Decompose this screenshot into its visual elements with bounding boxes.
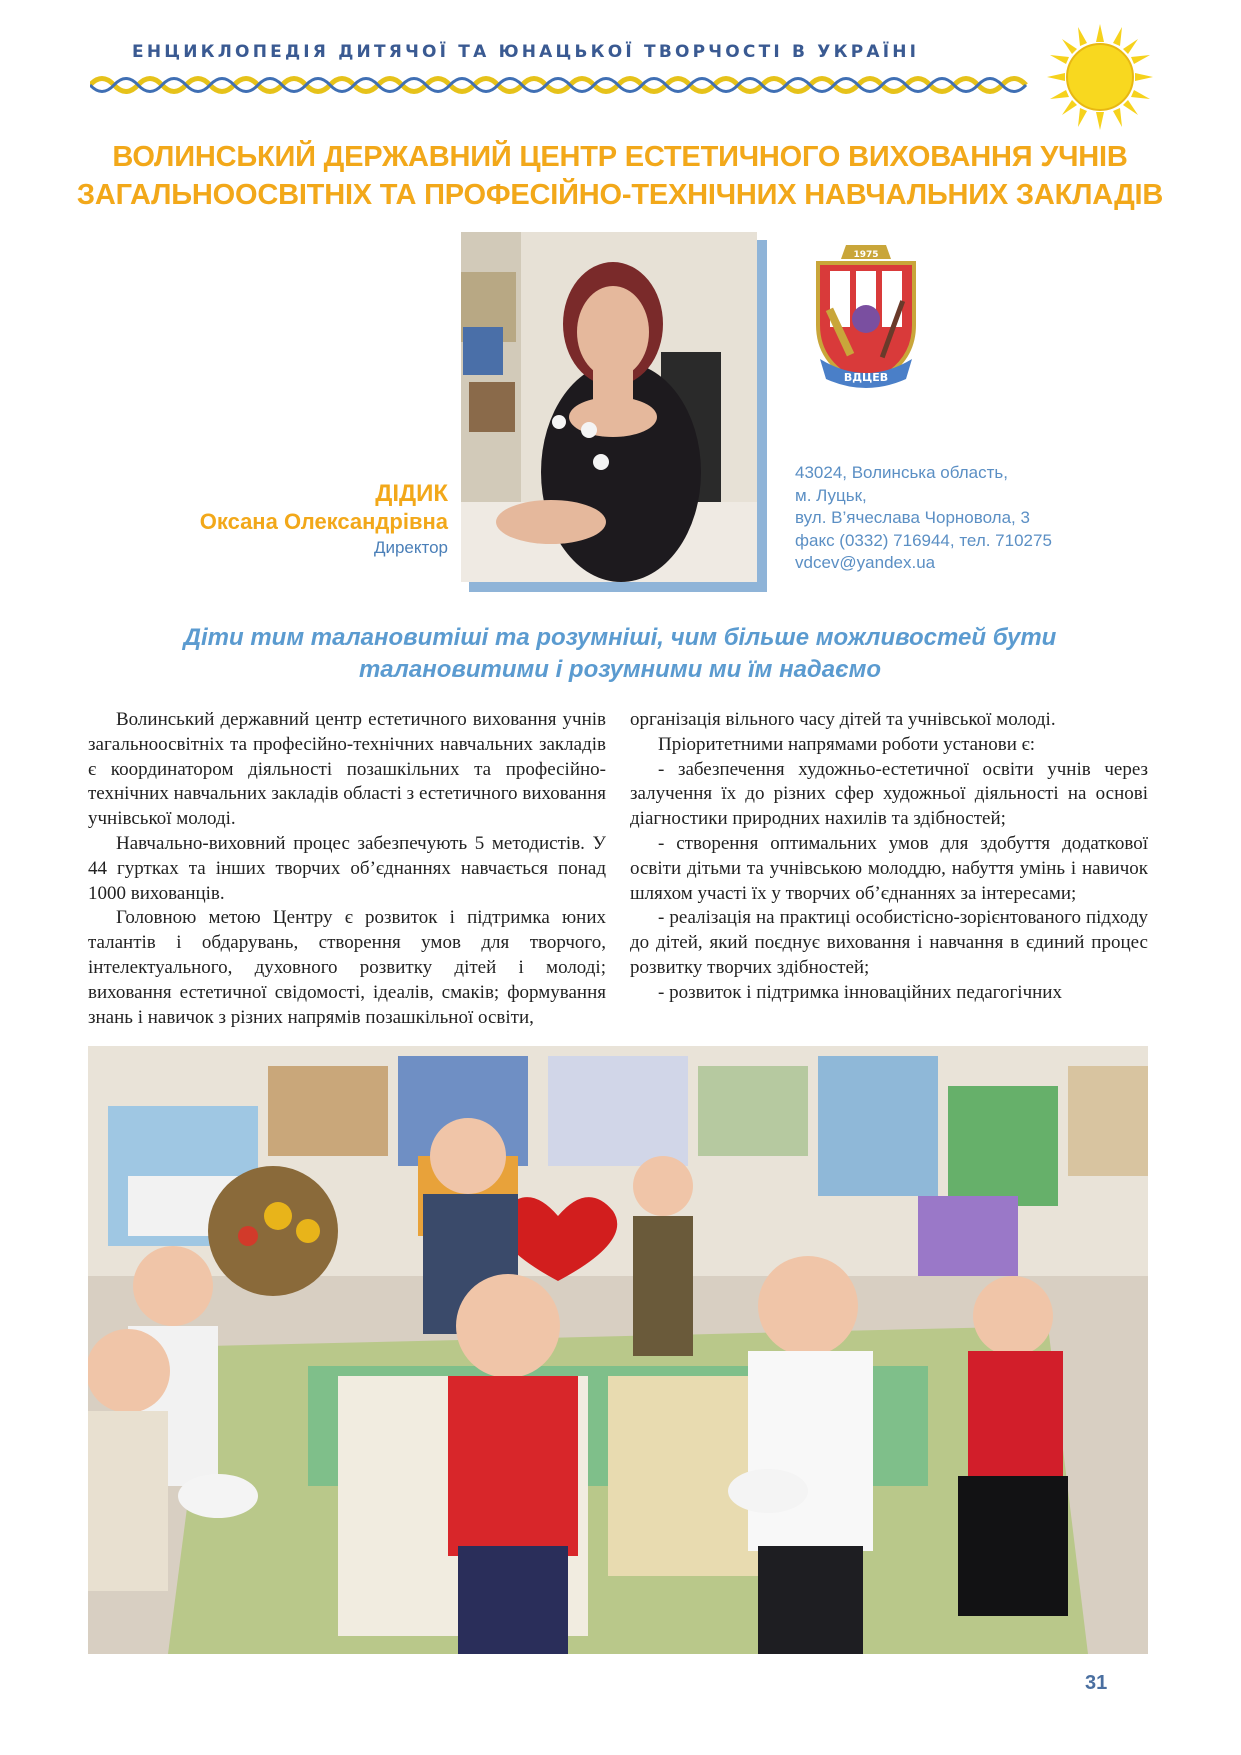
article-title-line-1: ВОЛИНСЬКИЙ ДЕРЖАВНИЙ ЦЕНТР ЕСТЕТИЧНОГО ВИХОВАННЯ УЧНІВ	[112, 141, 1128, 173]
paragraph: - реалізація на практиці особистісно-зорієнтованого підходу до дітей, який поєднує виховання і навчання в єдиний процес розвитку творчих здібностей;	[630, 907, 1148, 978]
logo-abbrev: ВДЦЕВ	[843, 371, 889, 384]
body-column-right	[630, 708, 1148, 1006]
paragraph: - створення оптимальних умов для здобуття додаткової освіти дітьми та учнівською молоддю, набуття умінь і навичок шляхом участі їх у творчих об’єднаннях за інтересами;	[630, 832, 1148, 904]
director-surname: ДІДИК	[375, 480, 448, 507]
contact-email[interactable]: vdcev@yandex.ua	[795, 553, 936, 572]
motto-line-2: талановитими і розумними ми їм надаємо	[358, 656, 882, 683]
header-ornament	[90, 72, 1040, 98]
paragraph: Навчально-виховний процес забезпечують 5 методистів. У 44 гуртках та інших творчих об’єднаннях навчається понад 1000 вихованців.	[88, 832, 606, 904]
logo-year: 1975	[853, 250, 879, 260]
contact-postcode-region: 43024, Волинська область,	[795, 463, 1008, 482]
body-column-left	[88, 708, 606, 1030]
motto	[120, 622, 1120, 686]
running-header: ЕНЦИКЛОПЕДІЯ ДИТЯЧОЇ ТА ЮНАЦЬКОЇ ТВОРЧОСТІ В УКРАЇНІ	[132, 42, 920, 62]
paragraph: - забезпечення художньо-естетичної освіти учнів через залучення їх до різних сфер художньої діяльності на основі діагностики природних нахилів та здібностей;	[630, 758, 1148, 830]
paragraph: організація вільного часу дітей та учнівської молоді.	[630, 709, 1056, 730]
director-role: Директор	[373, 538, 448, 557]
institution-logo-icon	[796, 237, 936, 397]
children-art-class-photo	[88, 1046, 1148, 1654]
contact-phone-fax: факс (0332) 716944, тел. 710275	[795, 530, 1052, 550]
contact-block	[795, 462, 1052, 575]
paragraph: Волинський державний центр естетичного виховання учнів загальноосвітніх та професійно-технічних навчальних закладів є координатором діяльності позашкільних та професійно-технічних навчальних закладів області з естетичного виховання учнівської молоді.	[88, 709, 606, 830]
director-given-names: Оксана Олександрівна	[199, 509, 448, 534]
paragraph: Пріоритетними напрямами роботи установи є:	[658, 733, 1036, 755]
page-number: 31	[1085, 1672, 1108, 1694]
article-title-line-2: ЗАГАЛЬНООСВІТНІХ ТА ПРОФЕСІЙНО-ТЕХНІЧНИХ НАВЧАЛЬНИХ ЗАКЛАДІВ	[76, 179, 1164, 211]
director-photo	[461, 232, 757, 582]
motto-line-1: Діти тим талановитіші та розумніші, чим більше можливостей бути	[183, 624, 1057, 651]
contact-street: вул. В’ячеслава Чорновола, 3	[795, 508, 1030, 527]
sun-emblem-icon	[1045, 22, 1155, 132]
paragraph: Головною метою Центру є розвиток і підтримка юних талантів і обдарувань, створення умов для творчого, інтелектуального, духовного розвитку дітей і молоді; виховання естетичної свідомості, ідеалів, смаків; формування знань і навичок з різних напрямів позашкільної освіти,	[88, 907, 606, 1028]
contact-city: м. Луцьк,	[795, 485, 867, 505]
article-title	[60, 138, 1180, 214]
paragraph: - розвиток і підтримка інноваційних педагогічних	[658, 981, 1062, 1003]
